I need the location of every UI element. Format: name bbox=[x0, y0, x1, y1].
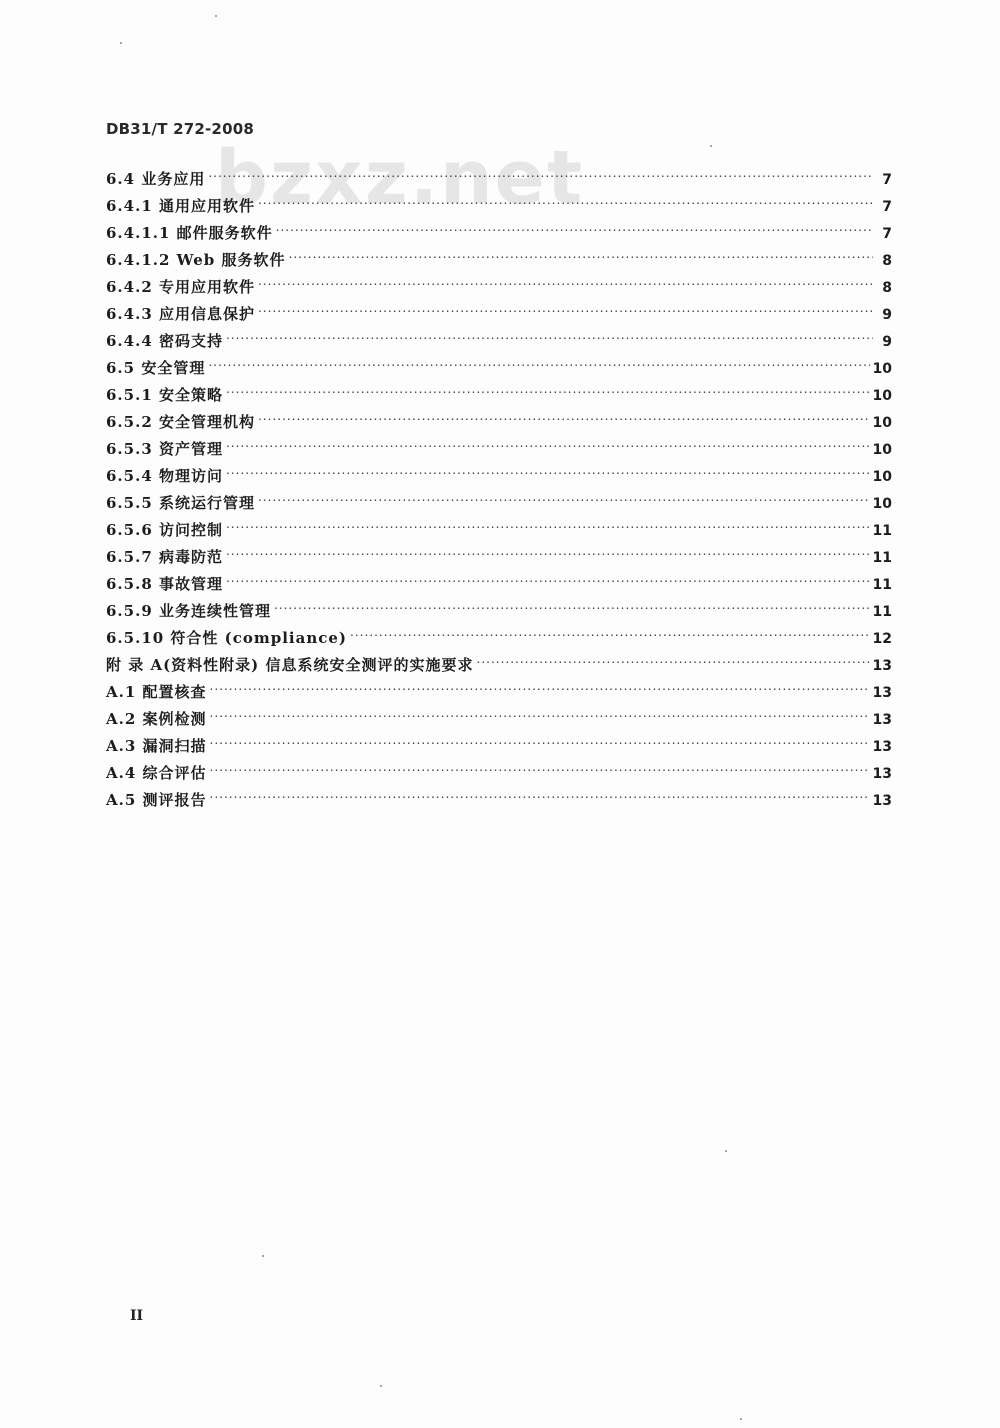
toc-leader-dots bbox=[477, 643, 870, 670]
toc-entry-label: 6.5.1 安全策略 bbox=[106, 386, 223, 404]
toc-entry-page: 10 bbox=[872, 415, 892, 431]
standard-code: DB31/T 272-2008 bbox=[106, 120, 254, 138]
toc-entry-page: 13 bbox=[872, 685, 892, 701]
toc-entry-label: 6.5.5 系统运行管理 bbox=[106, 494, 255, 512]
toc-entry-page: 7 bbox=[882, 226, 892, 242]
toc-entry[interactable] bbox=[106, 535, 892, 566]
toc-entry-label: 6.4.3 应用信息保护 bbox=[106, 305, 255, 323]
toc-entry-label: 6.5.8 事故管理 bbox=[106, 575, 223, 593]
toc-entry-label: A.1 配置核查 bbox=[106, 683, 207, 701]
toc-entry-label: 6.5.7 病毒防范 bbox=[106, 548, 223, 566]
toc-leader-dots bbox=[350, 616, 869, 643]
toc-leader-dots bbox=[258, 184, 873, 211]
toc-leader-dots bbox=[226, 454, 870, 481]
toc-leader-dots bbox=[258, 481, 870, 508]
toc-entry-page: 12 bbox=[872, 631, 892, 647]
toc-leader-dots bbox=[226, 427, 870, 454]
toc-entry-page: 7 bbox=[882, 172, 892, 188]
toc-entry-page: 10 bbox=[872, 388, 892, 404]
toc-entry[interactable] bbox=[106, 481, 892, 512]
toc-entry-page: 7 bbox=[882, 199, 892, 215]
toc-leader-dots bbox=[226, 373, 870, 400]
toc-entry[interactable] bbox=[106, 562, 892, 593]
toc-leader-dots bbox=[258, 292, 873, 319]
toc-entry-label: 6.5.6 访问控制 bbox=[106, 521, 223, 539]
toc-entry-page: 8 bbox=[882, 253, 892, 269]
toc-leader-dots bbox=[210, 697, 870, 724]
toc-entry-label: A.2 案例检测 bbox=[106, 710, 207, 728]
toc-entry[interactable] bbox=[106, 373, 892, 404]
toc-entry-page: 10 bbox=[872, 361, 892, 377]
toc-entry-page: 13 bbox=[872, 658, 892, 674]
toc-entry-label: 6.4.1 通用应用软件 bbox=[106, 197, 255, 215]
toc-entry-label: 6.5 安全管理 bbox=[106, 359, 206, 377]
toc-leader-dots bbox=[289, 238, 873, 265]
table-of-contents bbox=[106, 157, 892, 809]
toc-entry-label: 6.4 业务应用 bbox=[106, 170, 206, 188]
toc-entry-label: A.5 测评报告 bbox=[106, 791, 207, 809]
watermark: bzxz.net bbox=[215, 135, 585, 221]
toc-entry-label: 6.5.9 业务连续性管理 bbox=[106, 602, 271, 620]
toc-entry-label: 6.5.3 资产管理 bbox=[106, 440, 223, 458]
toc-entry[interactable] bbox=[106, 346, 892, 377]
toc-leader-dots bbox=[210, 670, 870, 697]
toc-entry-label: A.3 漏洞扫描 bbox=[106, 737, 207, 755]
toc-entry[interactable] bbox=[106, 157, 892, 188]
scan-speck bbox=[120, 42, 122, 44]
toc-leader-dots bbox=[226, 508, 870, 535]
toc-leader-dots bbox=[208, 157, 873, 184]
toc-entry-label: 6.4.1.1 邮件服务软件 bbox=[106, 224, 273, 242]
toc-entry-label: 附 录 A(资料性附录) 信息系统安全测评的实施要求 bbox=[106, 656, 474, 674]
toc-entry-label: 6.4.1.2 Web 服务软件 bbox=[106, 251, 286, 269]
toc-leader-dots bbox=[226, 562, 870, 589]
toc-entry-label: 6.5.2 安全管理机构 bbox=[106, 413, 255, 431]
scan-speck bbox=[380, 1385, 382, 1387]
toc-entry[interactable] bbox=[106, 454, 892, 485]
toc-entry-label: A.4 综合评估 bbox=[106, 764, 207, 782]
toc-entry-page: 9 bbox=[882, 307, 892, 323]
toc-leader-dots bbox=[210, 751, 870, 778]
toc-entry[interactable] bbox=[106, 184, 892, 215]
scan-speck bbox=[215, 15, 217, 17]
toc-entry[interactable] bbox=[106, 751, 892, 782]
toc-leader-dots bbox=[258, 400, 870, 427]
toc-entry[interactable] bbox=[106, 778, 892, 809]
toc-entry-page: 13 bbox=[872, 712, 892, 728]
toc-entry-label: 6.4.4 密码支持 bbox=[106, 332, 223, 350]
toc-entry[interactable] bbox=[106, 670, 892, 701]
toc-entry-page: 9 bbox=[882, 334, 892, 350]
toc-entry-label: 6.5.10 符合性 (compliance) bbox=[106, 629, 348, 647]
toc-entry-page: 10 bbox=[872, 469, 892, 485]
toc-entry[interactable] bbox=[106, 697, 892, 728]
toc-leader-dots bbox=[226, 535, 870, 562]
toc-entry-page: 11 bbox=[872, 523, 892, 539]
toc-leader-dots bbox=[208, 346, 869, 373]
toc-entry-page: 10 bbox=[872, 442, 892, 458]
toc-leader-dots bbox=[274, 589, 870, 616]
toc-entry-label: 6.5.4 物理访问 bbox=[106, 467, 223, 485]
toc-leader-dots bbox=[210, 724, 870, 751]
toc-leader-dots bbox=[210, 778, 870, 805]
page-number: II bbox=[130, 1308, 144, 1324]
toc-entry[interactable] bbox=[106, 400, 892, 431]
toc-leader-dots bbox=[226, 319, 873, 346]
toc-entry[interactable] bbox=[106, 724, 892, 755]
scan-speck bbox=[740, 1418, 742, 1420]
toc-entry-page: 10 bbox=[872, 496, 892, 512]
toc-entry-page: 11 bbox=[872, 550, 892, 566]
toc-entry-page: 11 bbox=[872, 604, 892, 620]
toc-entry-page: 8 bbox=[882, 280, 892, 296]
toc-entry[interactable] bbox=[106, 589, 892, 620]
scan-speck bbox=[725, 1150, 727, 1152]
toc-leader-dots bbox=[258, 265, 873, 292]
toc-entry-page: 13 bbox=[872, 739, 892, 755]
scan-speck bbox=[262, 1255, 264, 1257]
toc-leader-dots bbox=[276, 211, 873, 238]
toc-entry-page: 13 bbox=[872, 766, 892, 782]
toc-entry-label: 6.4.2 专用应用软件 bbox=[106, 278, 255, 296]
scan-speck bbox=[710, 145, 712, 147]
toc-entry-page: 13 bbox=[872, 793, 892, 809]
toc-entry-page: 11 bbox=[872, 577, 892, 593]
